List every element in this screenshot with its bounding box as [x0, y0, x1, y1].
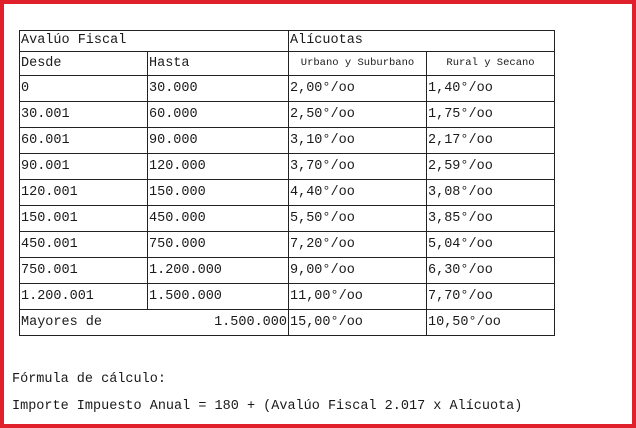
cell-rural: 1,40°/oo: [427, 76, 555, 102]
cell-rural: 6,30°/oo: [427, 258, 555, 284]
cell-rural: 3,08°/oo: [427, 180, 555, 206]
cell-hasta: 150.000: [148, 180, 289, 206]
table-row: [20, 76, 555, 102]
formula-expression: Importe Impuesto Anual = 180 + (Avalúo Fiscal 2.017 x Alícuota): [12, 399, 523, 414]
cell-urbano: 5,50°/oo: [289, 206, 427, 232]
header-desde: Desde: [20, 52, 148, 76]
table-row: [20, 180, 555, 206]
cell-mayores-value: 1.500.000: [148, 310, 289, 336]
cell-urbano: 9,00°/oo: [289, 258, 427, 284]
cell-desde: 150.001: [20, 206, 148, 232]
cell-urbano: 2,00°/oo: [289, 76, 427, 102]
cell-desde: 0: [20, 76, 148, 102]
mayores-de-label: Mayores de: [21, 315, 103, 330]
cell-hasta: 1.500.000: [148, 284, 289, 310]
formula-title: Fórmula de cálculo:: [12, 372, 166, 387]
cell-desde: 30.001: [20, 102, 148, 128]
cell-mayores-label: [20, 310, 148, 336]
cell-rural: 7,70°/oo: [427, 284, 555, 310]
cell-rural: 3,85°/oo: [427, 206, 555, 232]
header-urbano: Urbano y Suburbano: [289, 52, 427, 76]
cell-rural: 10,50°/oo: [427, 310, 555, 336]
cell-hasta: 30.000: [148, 76, 289, 102]
cell-desde: 750.001: [20, 258, 148, 284]
table-row: [20, 284, 555, 310]
cell-desde: 60.001: [20, 128, 148, 154]
cell-desde: 90.001: [20, 154, 148, 180]
cell-urbano: 7,20°/oo: [289, 232, 427, 258]
cell-rural: 5,04°/oo: [427, 232, 555, 258]
table-row-last: [20, 310, 555, 336]
cell-desde: 1.200.001: [20, 284, 148, 310]
table-group-header-row: [20, 31, 555, 52]
cell-desde: 120.001: [20, 180, 148, 206]
table-row: [20, 154, 555, 180]
tax-rate-table: [19, 30, 555, 336]
cell-urbano: 4,40°/oo: [289, 180, 427, 206]
cell-hasta: 450.000: [148, 206, 289, 232]
cell-urbano: 3,10°/oo: [289, 128, 427, 154]
cell-desde: 450.001: [20, 232, 148, 258]
table-row: [20, 232, 555, 258]
table-column-header-row: [20, 52, 555, 76]
cell-rural: 2,59°/oo: [427, 154, 555, 180]
cell-hasta: 90.000: [148, 128, 289, 154]
cell-hasta: 750.000: [148, 232, 289, 258]
table-row: [20, 102, 555, 128]
cell-urbano: 2,50°/oo: [289, 102, 427, 128]
cell-urbano: 15,00°/oo: [289, 310, 427, 336]
cell-rural: 1,75°/oo: [427, 102, 555, 128]
cell-hasta: 1.200.000: [148, 258, 289, 284]
header-avaluo-fiscal: Avalúo Fiscal: [20, 31, 289, 52]
cell-urbano: 11,00°/oo: [289, 284, 427, 310]
cell-hasta: 120.000: [148, 154, 289, 180]
cell-hasta: 60.000: [148, 102, 289, 128]
header-hasta: Hasta: [148, 52, 289, 76]
cell-urbano: 3,70°/oo: [289, 154, 427, 180]
header-rural: Rural y Secano: [427, 52, 555, 76]
table-row: [20, 206, 555, 232]
table-row: [20, 128, 555, 154]
table-row: [20, 258, 555, 284]
cell-rural: 2,17°/oo: [427, 128, 555, 154]
header-alicuotas: Alícuotas: [289, 31, 555, 52]
